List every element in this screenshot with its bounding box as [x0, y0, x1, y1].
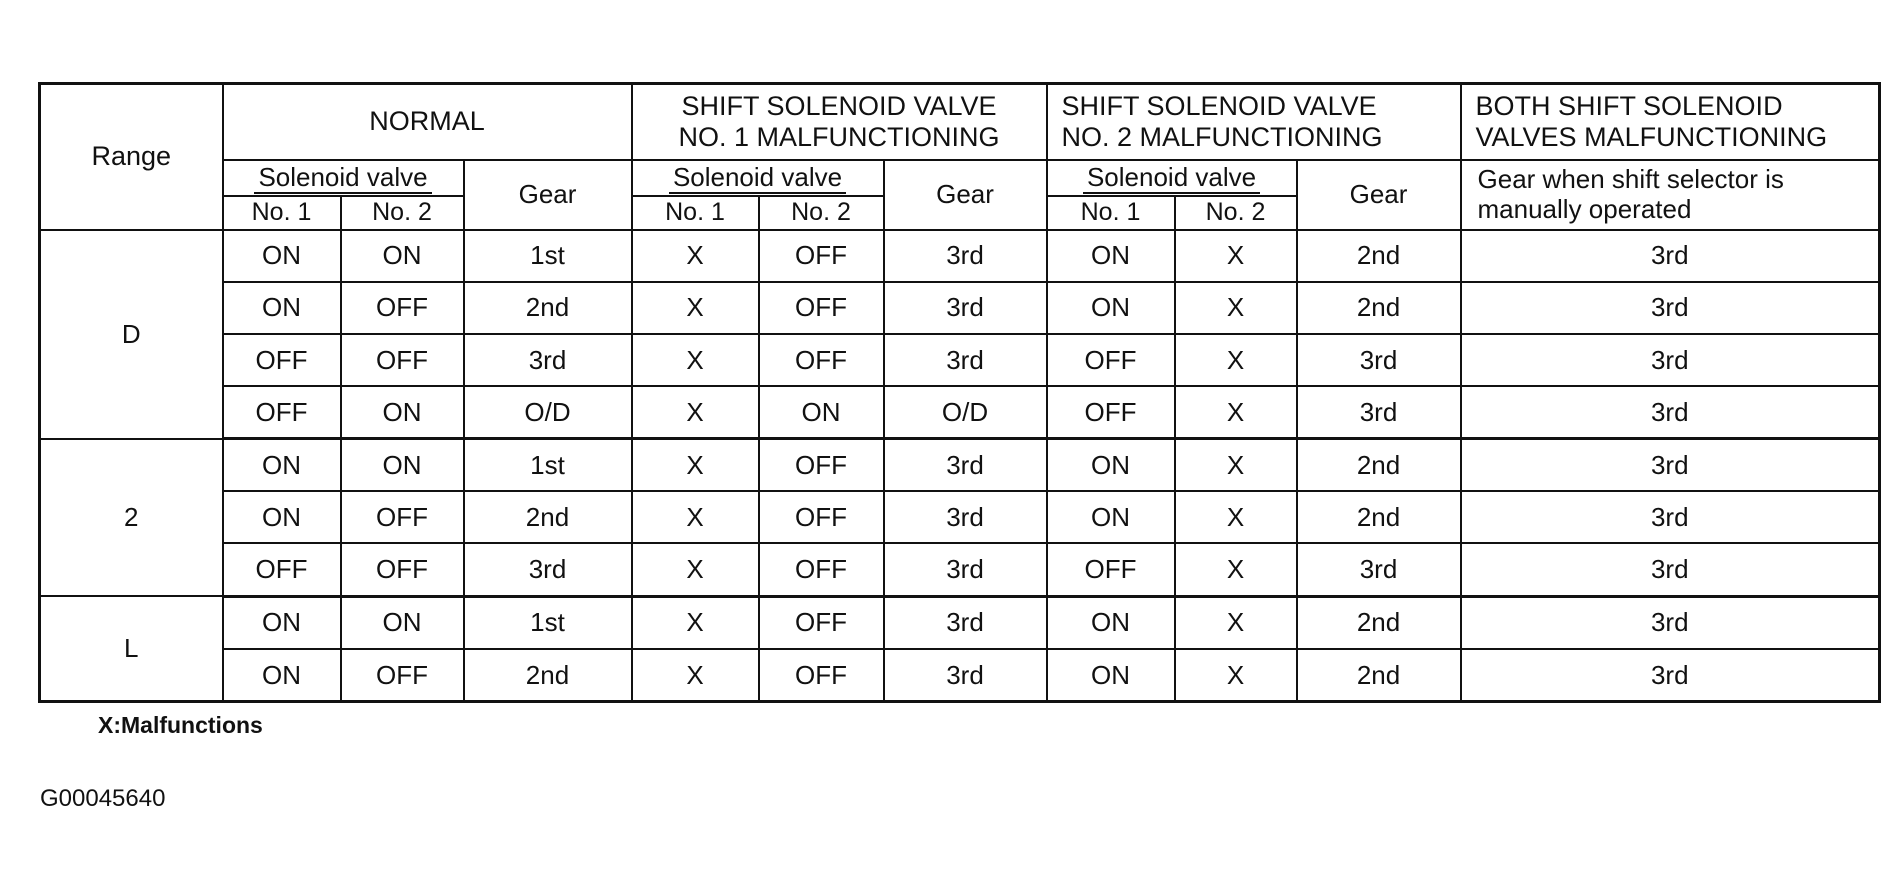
ssv2-no1-cell: ON — [1047, 230, 1175, 282]
ssv2-no1-cell: OFF — [1047, 543, 1175, 596]
ssv2-no1-cell: ON — [1047, 282, 1175, 334]
ssv1-solenoid-valve-label: Solenoid valve — [669, 162, 846, 194]
manual-gear-cell: 3rd — [1461, 334, 1880, 386]
header-ssv2-malfunction — [1047, 84, 1461, 160]
range-label: D — [40, 230, 223, 439]
ssv1-no1-cell: X — [632, 543, 759, 596]
ssv2-no2-cell: X — [1175, 334, 1297, 386]
ssv1-no1-cell: X — [632, 439, 759, 492]
manual-gear-line2: manually operated — [1477, 193, 1692, 224]
ssv1-no1-header: No. 1 — [632, 196, 759, 230]
ssv2-gear-cell: 2nd — [1297, 596, 1461, 649]
manual-gear-cell: 3rd — [1461, 649, 1880, 702]
ssv1-no1-cell: X — [632, 596, 759, 649]
ssv2-no1-header: No. 1 — [1047, 196, 1175, 230]
normal-gear-cell: 3rd — [464, 334, 632, 386]
normal-no2-cell: OFF — [341, 491, 464, 543]
normal-no1-cell: ON — [223, 491, 341, 543]
ssv2-no2-header: No. 2 — [1175, 196, 1297, 230]
manual-gear-cell: 3rd — [1461, 282, 1880, 334]
ssv2-no1-cell: ON — [1047, 649, 1175, 702]
normal-no2-header: No. 2 — [341, 196, 464, 230]
ssv1-no1-cell: X — [632, 491, 759, 543]
normal-no2-cell: OFF — [341, 543, 464, 596]
ssv2-no2-cell: X — [1175, 491, 1297, 543]
ssv1-no1-cell: X — [632, 334, 759, 386]
legend-note: X:Malfunctions — [98, 712, 263, 738]
normal-gear-header: Gear — [464, 160, 632, 230]
normal-gear-cell: 1st — [464, 230, 632, 282]
ssv1-gear-cell: 3rd — [884, 596, 1047, 649]
header-ssv2-line2: NO. 2 MALFUNCTIONING — [1061, 121, 1383, 152]
ssv2-no1-cell: ON — [1047, 596, 1175, 649]
table-row — [40, 230, 1880, 282]
ssv2-gear-header: Gear — [1297, 160, 1461, 230]
ssv2-no1-cell: ON — [1047, 491, 1175, 543]
ssv2-no2-cell: X — [1175, 386, 1297, 439]
ssv2-gear-cell: 2nd — [1297, 649, 1461, 702]
ssv1-no2-cell: OFF — [759, 230, 884, 282]
header-ssv1-line1: SHIFT SOLENOID VALVE — [681, 90, 997, 121]
ssv1-gear-cell: 3rd — [884, 439, 1047, 492]
normal-no1-cell: OFF — [223, 334, 341, 386]
table-row — [40, 282, 1880, 334]
ssv2-solenoid-valve-header — [1047, 160, 1297, 196]
normal-no2-cell: ON — [341, 596, 464, 649]
ssv2-gear-cell: 3rd — [1297, 334, 1461, 386]
normal-no1-cell: ON — [223, 649, 341, 702]
ssv1-no1-cell: X — [632, 282, 759, 334]
ssv1-gear-cell: 3rd — [884, 334, 1047, 386]
normal-no1-cell: ON — [223, 230, 341, 282]
normal-gear-cell: 3rd — [464, 543, 632, 596]
manual-gear-cell: 3rd — [1461, 230, 1880, 282]
ssv1-gear-cell: 3rd — [884, 282, 1047, 334]
normal-no1-cell: ON — [223, 282, 341, 334]
normal-no2-cell: OFF — [341, 334, 464, 386]
solenoid-valve-table — [38, 82, 1881, 703]
ssv2-no2-cell: X — [1175, 439, 1297, 492]
table-row — [40, 596, 1880, 649]
ssv1-no2-cell: OFF — [759, 491, 884, 543]
normal-no1-cell: OFF — [223, 386, 341, 439]
normal-gear-cell: 2nd — [464, 649, 632, 702]
normal-no1-cell: ON — [223, 439, 341, 492]
manual-gear-cell: 3rd — [1461, 596, 1880, 649]
manual-gear-line1: Gear when shift selector is — [1477, 163, 1784, 194]
header-ssv2-line1: SHIFT SOLENOID VALVE — [1061, 90, 1377, 121]
normal-no1-header: No. 1 — [223, 196, 341, 230]
ssv2-no2-cell: X — [1175, 649, 1297, 702]
range-label: 2 — [40, 439, 223, 596]
header-both-line2: VALVES MALFUNCTIONING — [1475, 121, 1828, 152]
ssv2-gear-cell: 2nd — [1297, 491, 1461, 543]
normal-gear-cell: 2nd — [464, 282, 632, 334]
header-range: Range — [40, 84, 223, 230]
ssv2-gear-cell: 2nd — [1297, 439, 1461, 492]
normal-no2-cell: OFF — [341, 649, 464, 702]
ssv1-gear-cell: 3rd — [884, 230, 1047, 282]
ssv1-no2-cell: OFF — [759, 282, 884, 334]
ssv2-gear-cell: 2nd — [1297, 230, 1461, 282]
normal-gear-cell: 1st — [464, 596, 632, 649]
normal-gear-cell: O/D — [464, 386, 632, 439]
table-row — [40, 334, 1880, 386]
ssv1-no2-header: No. 2 — [759, 196, 884, 230]
header-both-line1: BOTH SHIFT SOLENOID — [1475, 90, 1783, 121]
table-row — [40, 439, 1880, 492]
ssv2-solenoid-valve-label: Solenoid valve — [1083, 162, 1260, 194]
manual-gear-header — [1461, 160, 1880, 230]
ssv2-no2-cell: X — [1175, 230, 1297, 282]
normal-no2-cell: OFF — [341, 282, 464, 334]
table-row — [40, 649, 1880, 702]
ssv1-gear-cell: O/D — [884, 386, 1047, 439]
ssv2-no2-cell: X — [1175, 543, 1297, 596]
header-both-malfunction — [1461, 84, 1880, 160]
ssv1-no2-cell: OFF — [759, 439, 884, 492]
manual-gear-cell: 3rd — [1461, 386, 1880, 439]
ssv2-gear-cell: 3rd — [1297, 543, 1461, 596]
ssv1-no2-cell: OFF — [759, 596, 884, 649]
ssv1-no2-cell: OFF — [759, 334, 884, 386]
header-ssv1-line2: NO. 1 MALFUNCTIONING — [678, 121, 1000, 152]
normal-no2-cell: ON — [341, 230, 464, 282]
ssv1-gear-cell: 3rd — [884, 649, 1047, 702]
normal-gear-cell: 2nd — [464, 491, 632, 543]
normal-solenoid-valve-label: Solenoid valve — [254, 162, 431, 194]
ssv1-solenoid-valve-header — [632, 160, 884, 196]
manual-gear-cell: 3rd — [1461, 543, 1880, 596]
ssv1-no2-cell: OFF — [759, 649, 884, 702]
header-normal: NORMAL — [223, 84, 632, 160]
header-ssv1-malfunction — [632, 84, 1047, 160]
ssv1-gear-header: Gear — [884, 160, 1047, 230]
ssv1-no2-cell: OFF — [759, 543, 884, 596]
table-row — [40, 386, 1880, 439]
manual-gear-cell: 3rd — [1461, 491, 1880, 543]
normal-no1-cell: ON — [223, 596, 341, 649]
ssv2-no1-cell: OFF — [1047, 386, 1175, 439]
ssv2-gear-cell: 2nd — [1297, 282, 1461, 334]
ssv1-no2-cell: ON — [759, 386, 884, 439]
ssv2-no2-cell: X — [1175, 282, 1297, 334]
table-row — [40, 491, 1880, 543]
ssv1-gear-cell: 3rd — [884, 543, 1047, 596]
normal-gear-cell: 1st — [464, 439, 632, 492]
table-row — [40, 543, 1880, 596]
manual-gear-cell: 3rd — [1461, 439, 1880, 492]
normal-no2-cell: ON — [341, 386, 464, 439]
ssv1-no1-cell: X — [632, 649, 759, 702]
table-body — [40, 230, 1880, 702]
ssv2-no2-cell: X — [1175, 596, 1297, 649]
range-label: L — [40, 596, 223, 701]
ssv2-gear-cell: 3rd — [1297, 386, 1461, 439]
ssv1-gear-cell: 3rd — [884, 491, 1047, 543]
ssv2-no1-cell: ON — [1047, 439, 1175, 492]
ssv2-no1-cell: OFF — [1047, 334, 1175, 386]
figure-id: G00045640 — [40, 785, 166, 812]
normal-no2-cell: ON — [341, 439, 464, 492]
ssv1-no1-cell: X — [632, 386, 759, 439]
normal-no1-cell: OFF — [223, 543, 341, 596]
ssv1-no1-cell: X — [632, 230, 759, 282]
normal-solenoid-valve-header — [223, 160, 464, 196]
